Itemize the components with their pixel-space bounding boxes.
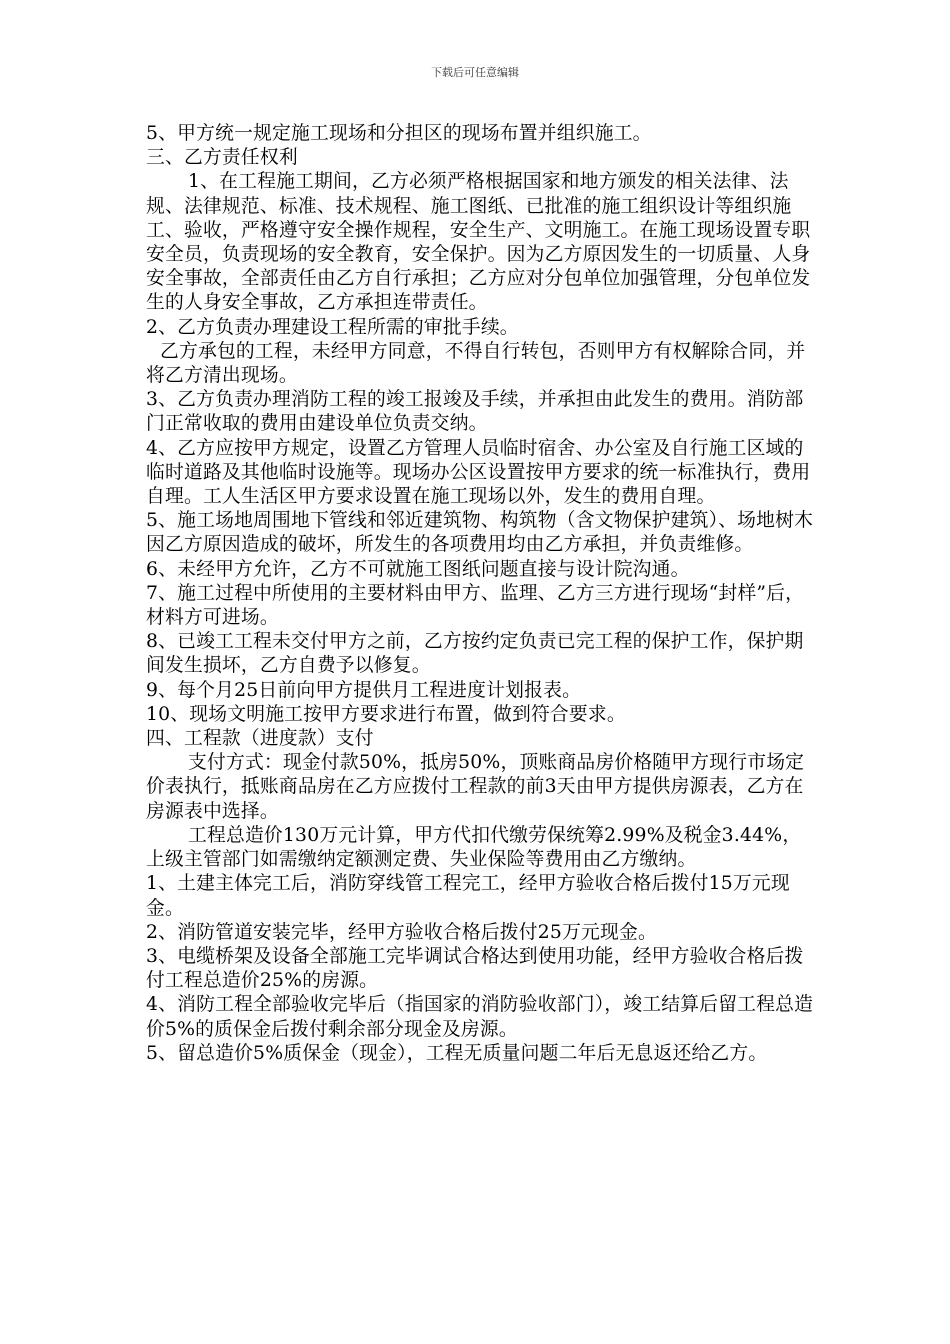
document-body bbox=[146, 122, 816, 1066]
clause-paragraph: 工程总造价130万元计算，甲方代扣代缴劳保统筹2.99%及税金3.44%，上级主管部门如需缴纳定额测定费、失业保险等费用由乙方缴纳。 bbox=[146, 824, 802, 871]
clause-paragraph: 4、消防工程全部验收完毕后（指国家的消防验收部门），竣工结算后留工程总造价5%的质保金后拨付剩余部分现金及房源。 bbox=[146, 994, 814, 1040]
clause-paragraph: 8、已竣工工程未交付甲方之前，乙方按约定负责已完工程的保护工作，保护期间发生损坏，乙方自费予以修复。 bbox=[146, 631, 804, 677]
clause-paragraph: 2、消防管道安装完毕，经甲方验收合格后拨付25万元现金。 bbox=[146, 921, 657, 943]
clause-paragraph: 9、每个月25日前向甲方提供月工程进度计划报表。 bbox=[146, 679, 582, 701]
clause-paragraph: 5、施工场地周围地下管线和邻近建筑物、构筑物（含文物保护建筑）、场地树木因乙方原因造成的破坏，所发生的各项费用均由乙方承担，并负责维修。 bbox=[146, 510, 814, 556]
section-heading: 三、乙方责任权利 bbox=[146, 147, 298, 169]
section-heading: 四、工程款（进度款）支付 bbox=[146, 728, 374, 750]
clause-paragraph: 10、现场文明施工按甲方要求进行布置，做到符合要求。 bbox=[146, 703, 626, 725]
clause-paragraph: 支付方式：现金付款50%，抵房50%，顶账商品房价格随甲方现行市场定价表执行，抵账商品房在乙方应拨付工程款的前3天由甲方提供房源表，乙方在房源表中选择。 bbox=[146, 752, 805, 822]
clause-paragraph: 2、乙方负责办理建设工程所需的审批手续。 bbox=[146, 316, 519, 338]
clause-paragraph: 5、留总造价5%质保金（现金），工程无质量问题二年后无息返还给乙方。 bbox=[146, 1042, 768, 1064]
clause-paragraph: 3、乙方负责办理消防工程的竣工报竣及手续，并承担由此发生的费用。消防部门正常收取的费用由建设单位负责交纳。 bbox=[146, 389, 804, 435]
clause-paragraph: 乙方承包的工程，未经甲方同意，不得自行转包，否则甲方有权解除合同，并将乙方清出现场。 bbox=[146, 340, 806, 387]
clause-paragraph: 5、甲方统一规定施工现场和分担区的现场布置并组织施工。 bbox=[146, 123, 652, 144]
clause-paragraph: 3、电缆桥架及设备全部施工完毕调试合格达到使用功能，经甲方验收合格后拨付工程总造价25%的房源。 bbox=[146, 945, 804, 992]
clause-paragraph: 1、土建主体完工后，消防穿线管工程完工，经甲方验收合格后拨付15万元现金。 bbox=[146, 873, 790, 919]
clause-paragraph: 4、乙方应按甲方规定，设置乙方管理人员临时宿舍、办公室及自行施工区域的临时道路及其他临时设施等。现场办公区设置按甲方要求的统一标准执行，费用自理。工人生活区甲方要求设置在施工现场以外，发生的费用自理。 bbox=[146, 437, 811, 508]
clause-paragraph: 7、施工过程中所使用的主要材料由甲方、监理、乙方三方进行现场“封样”后，材料方可进场。 bbox=[146, 582, 805, 629]
clause-paragraph: 6、未经甲方允许，乙方不可就施工图纸问题直接与设计院沟通。 bbox=[146, 558, 690, 580]
clause-paragraph: 1、在工程施工期间，乙方必须严格根据国家和地方颁发的相关法律、法规、法律规范、标准、技术规程、施工图纸、已批准的施工组织设计等组织施工、验收，严格遵守安全操作规程，安全生产、文明施工。在施工现场设置专职安全员，负责现场的安全教育，安全保护。因为乙方原因发生的一切质量、人身安全事故，全部责任由乙方自行承担；乙方应对分包单位加强管理，分包单位发生的人身安全事故，乙方承担连带责任。 bbox=[146, 171, 811, 314]
page-header-note: 下载后可任意编辑 bbox=[431, 66, 519, 79]
